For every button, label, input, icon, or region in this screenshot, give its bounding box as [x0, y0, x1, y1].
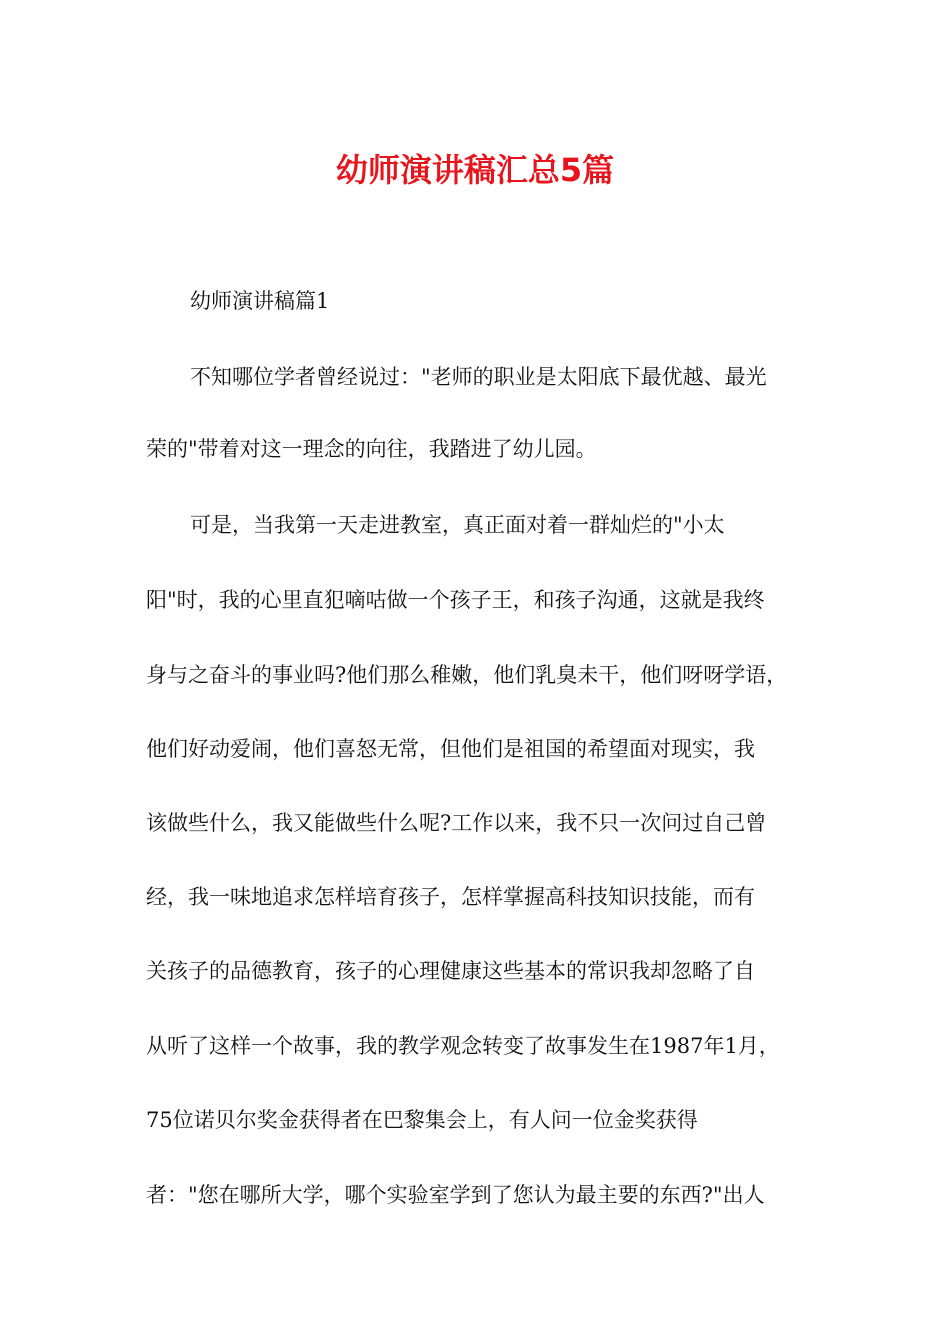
paragraph-line: 从听了这样一个故事，我的教学观念转变了故事发生在1987年1月， — [146, 1034, 780, 1058]
paragraph-line: 他们好动爱闹，他们喜怒无常，但他们是祖国的希望面对现实，我 — [146, 737, 755, 761]
paragraph-line: 者："您在哪所大学，哪个实验室学到了您认为最主要的东西?"出人 — [146, 1183, 765, 1207]
paragraph-line: 该做些什么，我又能做些什么呢?工作以来，我不只一次问过自己曾 — [146, 811, 767, 835]
paragraph-line: 阳"时，我的心里直犯嘀咕做一个孩子王，和孩子沟通，这就是我终 — [146, 588, 765, 612]
paragraph-line: 经，我一味地追求怎样培育孩子，怎样掌握高科技知识技能，而有 — [146, 885, 755, 909]
paragraph-line: 身与之奋斗的事业吗?他们那么稚嫩，他们乳臭未干，他们呀呀学语， — [146, 663, 788, 687]
document-title: 幼师演讲稿汇总5篇 — [335, 151, 615, 189]
paragraph-line: 关孩子的品德教育，孩子的心理健康这些基本的常识我却忽略了自 — [146, 959, 755, 983]
paragraph-line: 不知哪位学者曾经说过："老师的职业是太阳底下最优越、最光 — [190, 365, 767, 389]
section-heading: 幼师演讲稿篇1 — [190, 289, 330, 313]
paragraph-line: 荣的"带着对这一理念的向往，我踏进了幼儿园。 — [146, 437, 597, 461]
paragraph-line: 75位诺贝尔奖金获得者在巴黎集会上，有人问一位金奖获得 — [146, 1108, 698, 1132]
paragraph-line: 可是，当我第一天走进教室，真正面对着一群灿烂的"小太 — [190, 513, 725, 537]
